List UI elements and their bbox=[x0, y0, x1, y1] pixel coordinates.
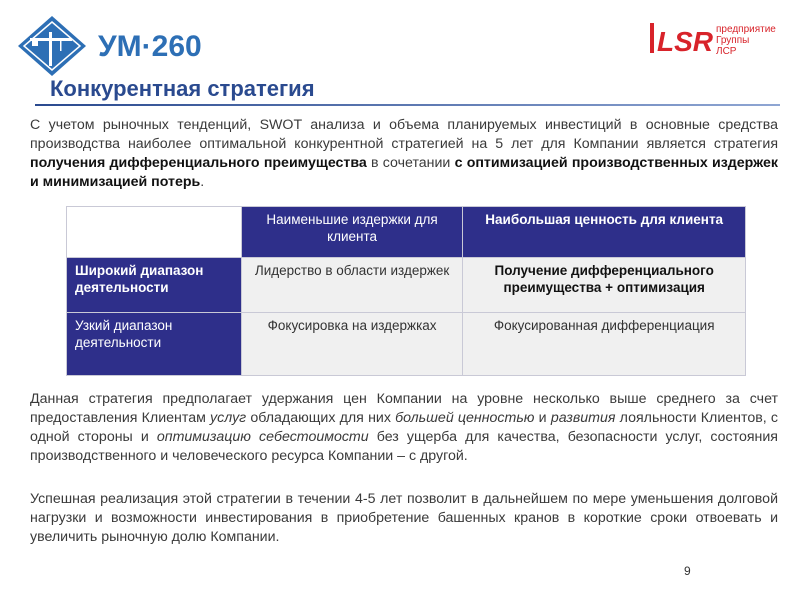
intro-paragraph bbox=[30, 116, 778, 192]
page-title: Конкурентная стратегия bbox=[50, 76, 315, 101]
strategy-italic-1: услуг bbox=[210, 410, 247, 426]
strategy-text-5: без ущерба для качества, безопасности услуг, состояния производственного и человеческого ресурса Компании – с другой. bbox=[30, 429, 778, 464]
matrix-cell-highlight: Получение дифференциального преимущества + оптимизация bbox=[463, 258, 746, 313]
matrix-row-label: Узкий диапазон деятельности bbox=[67, 313, 242, 376]
intro-bold-2: с оптимизацией производственных издержек и минимизацией потерь bbox=[30, 155, 778, 190]
strategy-matrix bbox=[66, 206, 746, 376]
strategy-text-3: и bbox=[534, 410, 551, 426]
strategy-text-4: лояльности Клиентов, с одной стороны и bbox=[30, 410, 778, 445]
matrix-cell: Фокусировка на издержках bbox=[241, 313, 463, 376]
partner-logo bbox=[650, 20, 790, 60]
matrix-header-row bbox=[67, 207, 746, 258]
strategy-italic-4: оптимизацию себестоимости bbox=[156, 429, 369, 445]
matrix-corner-cell bbox=[67, 207, 242, 258]
matrix-row bbox=[67, 258, 746, 313]
partner-caption-line3: ЛСР bbox=[716, 46, 737, 57]
logo-text: УМ·260 bbox=[98, 30, 202, 63]
strategy-text-2: обладающих для них bbox=[246, 410, 396, 426]
matrix-cell: Лидерство в области издержек bbox=[241, 258, 463, 313]
intro-text-3: . bbox=[200, 174, 205, 190]
partner-logo-text: LSR bbox=[657, 26, 713, 57]
company-logo bbox=[16, 14, 236, 78]
partner-caption-line1: предприятие bbox=[716, 24, 776, 35]
conclusion-paragraph: Успешная реализация этой стратегии в течении 4-5 лет позволит в дальнейшем по мере уменьшения долговой нагрузки и возможности инвестирования в приобретение башенных кранов в короткие сроки отвоевать и увеличить рыночную долю Компании. bbox=[30, 491, 778, 545]
intro-text-1: С учетом рыночных тенденций, SWOT анализа и объема планируемых инвестиций в основные средства производства наиболее оптимальной конкурентной стратегией на 5 лет для Компании является стратегия bbox=[30, 117, 778, 152]
partner-caption-line2: Группы bbox=[716, 35, 750, 46]
matrix-row-label: Широкий диапазон деятельности bbox=[67, 258, 242, 313]
intro-text-2: в сочетании bbox=[366, 155, 455, 171]
strategy-paragraph bbox=[30, 390, 778, 466]
matrix-header-highest-value: Наибольшая ценность для клиента bbox=[463, 207, 746, 258]
matrix-header-lowest-cost: Наименьшие издержки для клиента bbox=[241, 207, 463, 258]
title-divider bbox=[35, 104, 780, 106]
strategy-text-1: Данная стратегия предполагает удержания цен Компании на уровне несколько выше среднего за счет предоставления Клиентам bbox=[30, 391, 778, 426]
matrix-cell: Фокусированная дифференциация bbox=[463, 313, 746, 376]
strategy-italic-2: большей ценностью bbox=[395, 410, 535, 426]
page-number: 9 bbox=[684, 564, 691, 578]
matrix-row bbox=[67, 313, 746, 376]
intro-bold-1: получения дифференциального преимущества bbox=[30, 155, 367, 171]
strategy-italic-3: развития bbox=[550, 410, 616, 426]
